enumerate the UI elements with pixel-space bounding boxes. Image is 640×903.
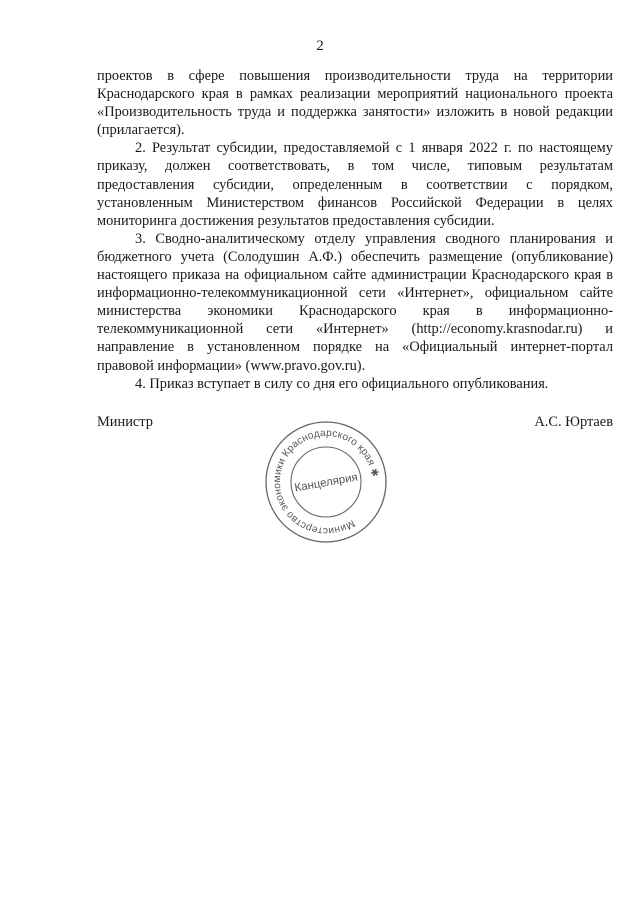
paragraph-effective-date: 4. Приказ вступает в силу со дня его официального опубликования. [135, 375, 549, 392]
signatory-name: А.С. Юртаев [534, 414, 613, 430]
paragraph-publication: 3. Сводно-аналитическому отделу управления сводного планирования и бюджетного учета (Солодушин А.Ф.) обеспечить размещение (опубликование) настоящего приказа на официальном сайте администрации Краснодарского края в информационно-телекоммуникационной сети «Интернет», официальном сайте министерства экономики Краснодарского края в информационно-телекоммуникационной сети «Интернет» (http://economy.krasnodar.ru) и направление в установленном порядке на «Официальный интернет-портал правовой информации» (www.pravo.gov.ru). [97, 230, 613, 374]
paragraph-subsidy-result: 2. Результат субсидии, предоставляемой с 1 января 2022 г. по настоящему приказу, должен соответствовать, в том числе, типовым результатам предоставления субсидии, определенным в соответствии с порядком, установленным Министерством финансов Российской Федерации в целях мониторинга достижения результатов предоставления субсидии. [97, 140, 613, 229]
signatory-title: Министр [97, 414, 153, 430]
paragraph-continuation: проектов в сфере повышения производительности труда на территории Краснодарского края в рамках реализации мероприятий национального проекта «Производительность труда и поддержка занятости» изложить в новой редакции (прилагается). [97, 68, 613, 139]
document-body [97, 67, 613, 393]
page-number: 2 [316, 38, 324, 54]
stamp-ring-textpath: Министерство экономики Краснодарского края ✱ [271, 427, 380, 537]
stamp-center-text: Канцелярия [293, 471, 359, 495]
chancellery-stamp [261, 417, 391, 547]
